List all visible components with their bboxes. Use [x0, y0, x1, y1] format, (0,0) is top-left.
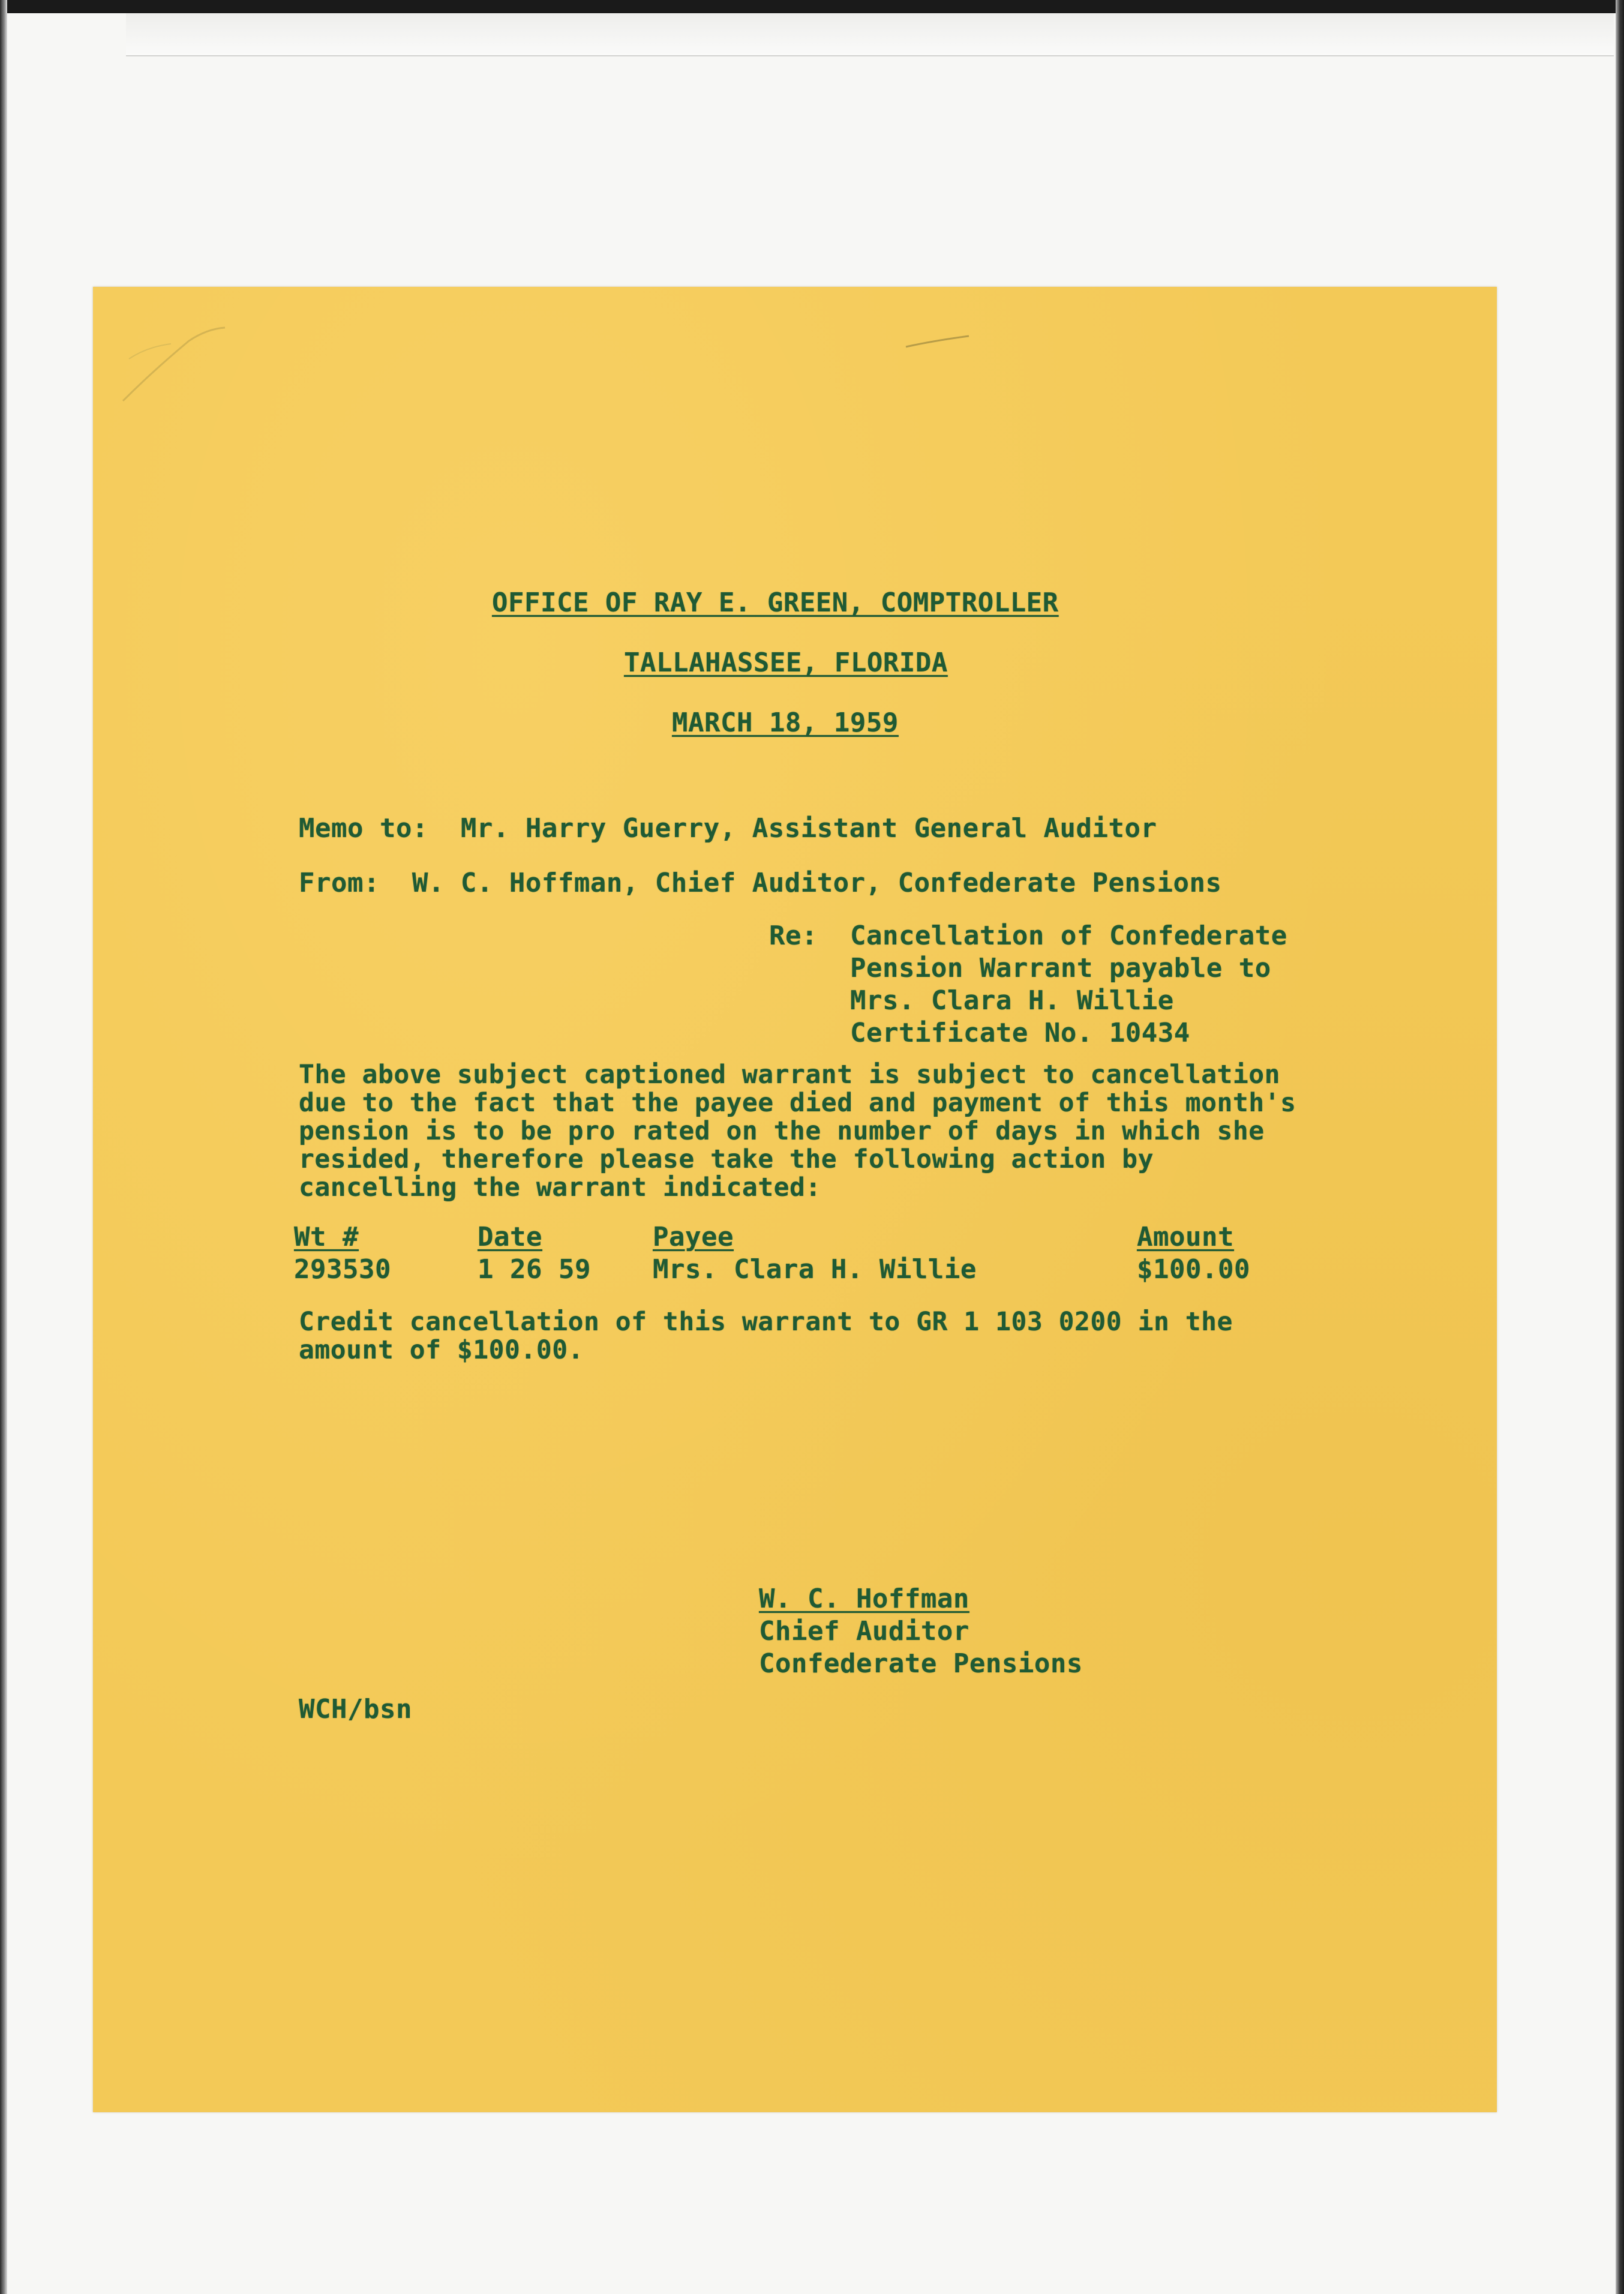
backing-sheet-edge [126, 13, 1614, 56]
pencil-tick-mark [903, 329, 975, 353]
warrant-date-header: Date [478, 1222, 542, 1252]
signer-department: Confederate Pensions [759, 1648, 1083, 1679]
re-line: Certificate No. 10434 [849, 1018, 1190, 1048]
office-heading: OFFICE OF RAY E. GREEN, COMPTROLLER [492, 587, 1059, 618]
amount-value: $100.00 [1137, 1254, 1250, 1285]
scanner-left-edge [0, 0, 7, 2294]
body-paragraph [299, 1061, 1296, 1202]
re-line: Mrs. Clara H. Willie [849, 985, 1174, 1016]
date-heading: MARCH 18, 1959 [672, 707, 899, 738]
signature-block [759, 1583, 1083, 1680]
city-heading: TALLAHASSEE, FLORIDA [624, 647, 948, 678]
credit-line: amount of $100.00. [299, 1335, 584, 1365]
scanner-top-edge [0, 0, 1624, 13]
payee-header: Payee [653, 1222, 734, 1252]
credit-line: Credit cancellation of this warrant to GR 1 103 0200 in the [299, 1307, 1233, 1337]
amount-column [1137, 1221, 1250, 1286]
credit-instruction [299, 1308, 1233, 1365]
pencil-stroke-mark [117, 323, 237, 407]
warrant-number-header: Wt # [294, 1222, 359, 1252]
warrant-date-column [478, 1221, 591, 1286]
body-line: due to the fact that the payee died and payment of this month's [299, 1088, 1296, 1118]
signer-name: W. C. Hoffman [759, 1584, 969, 1614]
body-line: pension is to be pro rated on the number of days in which she [299, 1116, 1265, 1146]
payee-value: Mrs. Clara H. Willie [653, 1254, 977, 1285]
memo-to-line: Memo to: Mr. Harry Guerry, Assistant General Auditor [299, 813, 1157, 844]
amount-header: Amount [1137, 1222, 1234, 1252]
warrant-number-value: 293530 [294, 1254, 391, 1285]
re-line: Pension Warrant payable to [849, 953, 1271, 983]
body-line: The above subject captioned warrant is subject to cancellation [299, 1060, 1281, 1090]
re-label: Re: [769, 920, 818, 951]
typist-initials: WCH/bsn [299, 1694, 412, 1725]
scanner-right-edge [1616, 0, 1624, 2294]
payee-column [653, 1221, 977, 1286]
warrant-number-column [294, 1221, 391, 1286]
memo-from-line: From: W. C. Hoffman, Chief Auditor, Confederate Pensions [299, 868, 1222, 898]
body-line: resided, therefore please take the following action by [299, 1144, 1154, 1174]
warrant-date-value: 1 26 59 [478, 1254, 591, 1285]
signer-title: Chief Auditor [759, 1616, 969, 1647]
re-block [769, 920, 1287, 1049]
body-line: cancelling the warrant indicated: [299, 1173, 821, 1203]
re-line: Cancellation of Confederate [849, 920, 1287, 951]
